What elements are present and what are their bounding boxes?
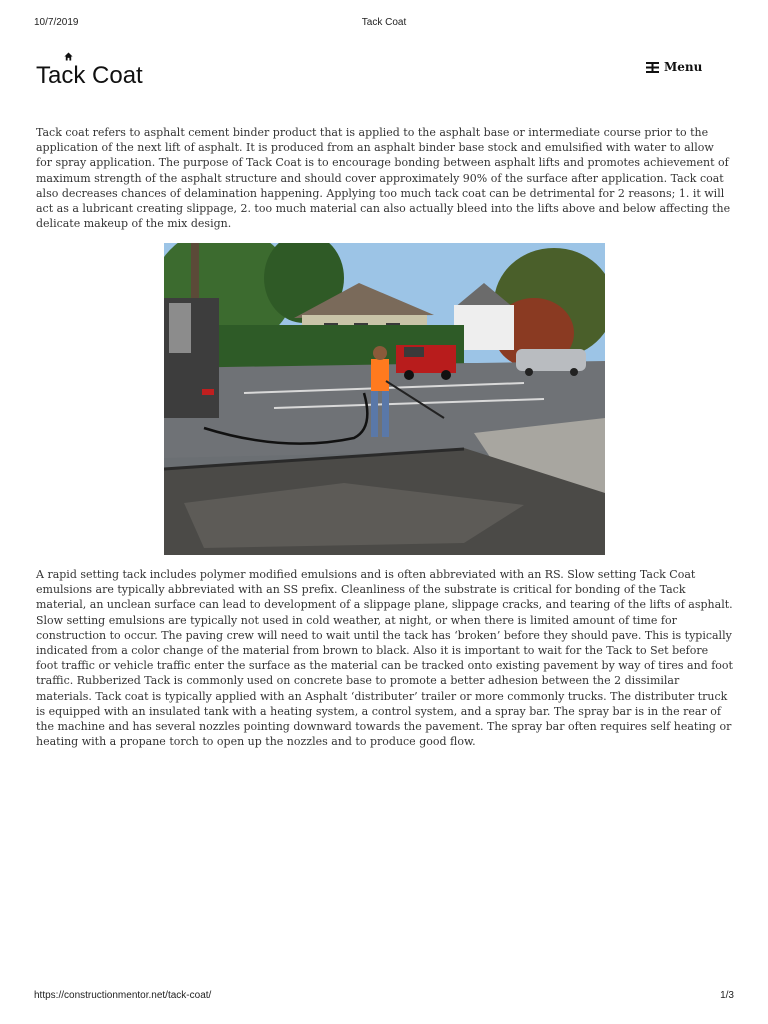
intro-paragraph: Tack coat refers to asphalt cement binder product that is applied to the asphalt base or intermediate course prior to the application of the next lift of asphalt. It is produced from an asphalt binder base stock and emulsified with water to allow for spray application. The purpose of Tack Coat is to encourage bonding between asphalt lifts and promotes achievement of maximum strength of the asphalt structure and should cover approximately 90% of the surface after application. Tack coat also decreases chances of delamination happening. Applying too much tack coat can be detrimental for 2 reasons; 1. it will act as a lubricant creating slippage, 2. too much material can also actually bleed into the lifts above and below affecting the delicate makeup of the mix design. <box>36 126 731 231</box>
print-header <box>34 17 734 31</box>
print-date: 10/7/2019 <box>34 17 79 28</box>
menu-button[interactable] <box>646 59 702 75</box>
home-icon[interactable] <box>64 52 73 61</box>
print-doc-title: Tack Coat <box>361 17 407 28</box>
grid-menu-icon <box>646 62 659 73</box>
body-paragraph: A rapid setting tack includes polymer modified emulsions and is often abbreviated with an RS. Slow setting Tack Coat emulsions are typically abbreviated with an SS prefix. Cleanliness of the substrate is critical for bonding of the Tack material, an unclean surface can lead to development of a slippage plane, slippage cracks, and tearing of the lifts of asphalt. Slow setting emulsions are typically not used in cold weather, at night, or when there is limited amount of time for construction to occur. The paving crew will need to wait until the tack has ‘broken’ before they should pave. This is typically indicated from a color change of the material from brown to black. Also it is important to wait for the Tack to Set before foot traffic or vehicle traffic enter the surface as the material can be tracked onto existing pavement by way of tires and foot traffic. Rubberized Tack is commonly used on concrete base to promote a better adhesion between the 2 dissimilar materials. Tack coat is typically applied with an Asphalt ‘distributer’ trailer or more commonly trucks. The distributer truck is equipped with an insulated tank with a heating system, a control system, and a spray bar. The spray bar is in the rear of the machine and has several nozzles pointing downward towards the pavement. The spray bar often requires self heating or heating with a propane torch to open up the nozzles and to produce good flow. <box>36 568 733 749</box>
print-page-number: 1/3 <box>720 990 734 1001</box>
tack-coat-photo <box>164 243 605 555</box>
print-footer <box>34 990 734 1004</box>
page-title: Tack Coat <box>36 62 143 89</box>
menu-label: Menu <box>664 60 703 74</box>
print-url: https://constructionmentor.net/tack-coat/ <box>34 990 212 1001</box>
